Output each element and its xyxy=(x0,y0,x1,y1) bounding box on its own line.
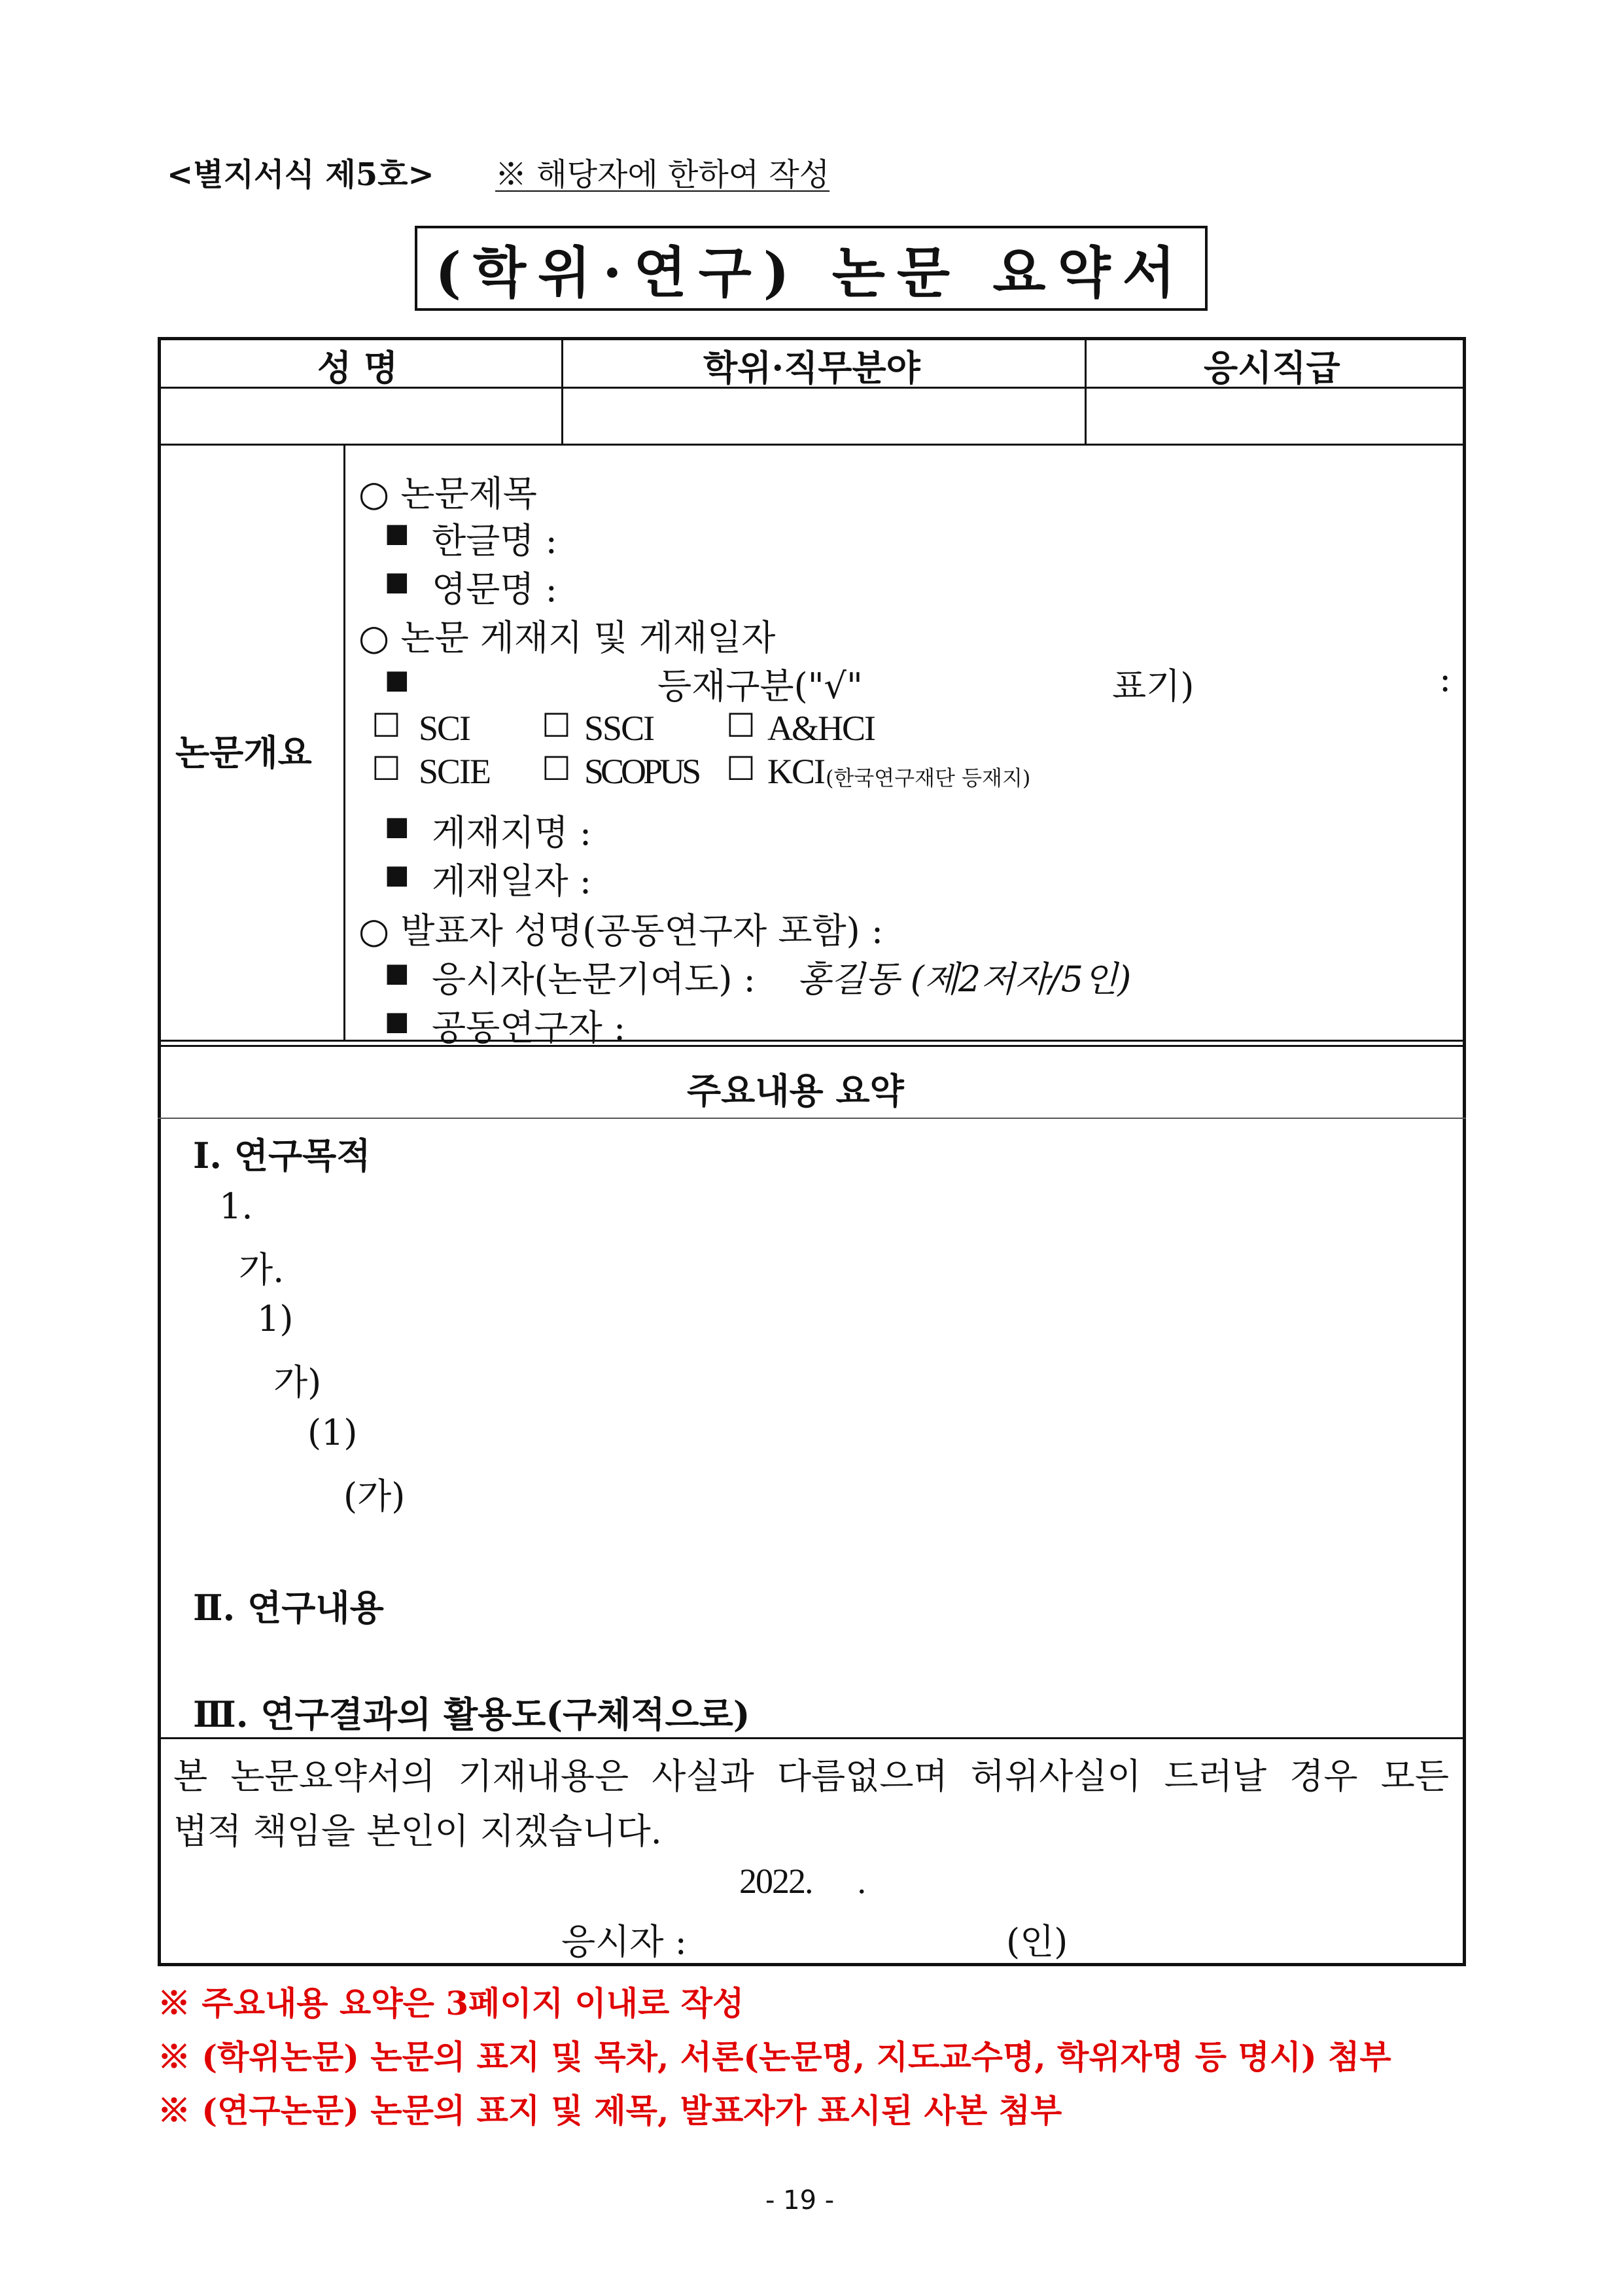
publication-date-label: 게재일자 : xyxy=(432,860,592,902)
outline-level-1: 1. xyxy=(219,1186,253,1227)
summary-heading: 주요내용 요약 xyxy=(687,1070,904,1112)
outline-level-6: (가) xyxy=(343,1475,406,1517)
section-application: Ⅲ. 연구결과의 활용도(구체적으로) xyxy=(193,1693,750,1735)
sci-label: SCI xyxy=(419,709,470,748)
section-content: Ⅱ. 연구내용 xyxy=(193,1587,384,1629)
ahci-label: A&HCI xyxy=(767,709,875,748)
scie-label: SCIE xyxy=(419,752,491,791)
kci-label: KCI xyxy=(767,752,824,791)
overview-label: 논문개요 xyxy=(175,732,312,773)
registration-type: 등재구분("√" xyxy=(657,665,863,707)
presenter-section: ○ 발표자 성명(공동연구자 포함) : xyxy=(358,910,884,951)
scopus-label: SCOPUS xyxy=(584,752,699,791)
bullet-icon: ■ xyxy=(385,958,410,988)
outline-level-2: 가. xyxy=(239,1249,285,1290)
ahci-checkbox[interactable]: ☐ xyxy=(726,707,756,745)
thesis-title-section: ○ 논문제목 xyxy=(358,473,537,514)
scie-checkbox[interactable]: ☐ xyxy=(372,750,401,788)
name-header: 성 명 xyxy=(317,347,398,389)
ssci-checkbox[interactable]: ☐ xyxy=(542,707,571,745)
grade-field[interactable] xyxy=(1087,389,1463,444)
section-purpose: Ⅰ. 연구목적 xyxy=(193,1135,371,1176)
declaration-date: 2022. . xyxy=(739,1862,865,1901)
declaration-seal: (인) xyxy=(1006,1921,1068,1962)
bullet-icon: ■ xyxy=(385,567,410,597)
note-page-limit: ※ 주요내용 요약은 3페이지 이내로 작성 xyxy=(158,1984,744,2022)
field-header: 학위·직무분야 xyxy=(703,347,920,389)
coauthors-label: 공동연구자 : xyxy=(432,1007,626,1048)
kci-note: (한국연구재단 등재지) xyxy=(826,766,1031,790)
kci-checkbox[interactable]: ☐ xyxy=(726,750,756,788)
bullet-icon: ■ xyxy=(385,665,410,695)
registration-colon: : xyxy=(1439,658,1452,699)
note-degree-thesis: ※ (학위논문) 논문의 표지 및 목차, 서론(논문명, 지도교수명, 학위자명 등 명시) 첨부 xyxy=(158,2038,1391,2076)
note-research-paper: ※ (연구논문) 논문의 표지 및 제목, 발표자가 표시된 사본 첨부 xyxy=(158,2091,1062,2130)
outline-level-3: 1) xyxy=(257,1298,294,1339)
declaration-line-1: 본 논문요약서의 기재내용은 사실과 다름없으며 허위사실이 드러날 경우 모든 xyxy=(173,1756,1449,1797)
form-note: ※ 해당자에 한하여 작성 xyxy=(495,156,830,193)
journal-name-label: 게재지명 : xyxy=(432,812,592,853)
applicant-example: 홍길동 (제2저자/5인) xyxy=(797,959,1132,1000)
applicant-label: 응시자(논문기여도) : xyxy=(432,959,756,1000)
english-name-label: 영문명 : xyxy=(432,569,557,610)
bullet-icon: ■ xyxy=(385,1006,410,1036)
form-number: <별지서식 제5호> xyxy=(167,156,434,193)
outline-level-5: (1) xyxy=(307,1412,358,1453)
name-field[interactable] xyxy=(161,389,561,444)
declaration-applicant: 응시자 : xyxy=(561,1921,687,1962)
bullet-icon: ■ xyxy=(385,518,410,548)
ssci-label: SSCI xyxy=(584,709,654,748)
scopus-checkbox[interactable]: ☐ xyxy=(542,750,571,788)
publication-section: ○ 논문 게재지 및 게재일자 xyxy=(358,617,776,658)
sci-checkbox[interactable]: ☐ xyxy=(372,707,401,745)
field-field[interactable] xyxy=(563,389,1085,444)
bullet-icon: ■ xyxy=(385,811,410,841)
korean-name-label: 한글명 : xyxy=(432,520,557,561)
bullet-icon: ■ xyxy=(385,860,410,890)
registration-type-mark: 표기) xyxy=(1112,665,1195,707)
outline-level-4: 가) xyxy=(273,1362,322,1403)
document-title: (학위·연구) 논문 요약서 xyxy=(415,226,1208,311)
declaration-line-2: 법적 책임을 본인이 지겠습니다. xyxy=(173,1810,662,1852)
grade-header: 응시직급 xyxy=(1204,347,1340,389)
page-number: - 19 - xyxy=(765,2185,835,2216)
